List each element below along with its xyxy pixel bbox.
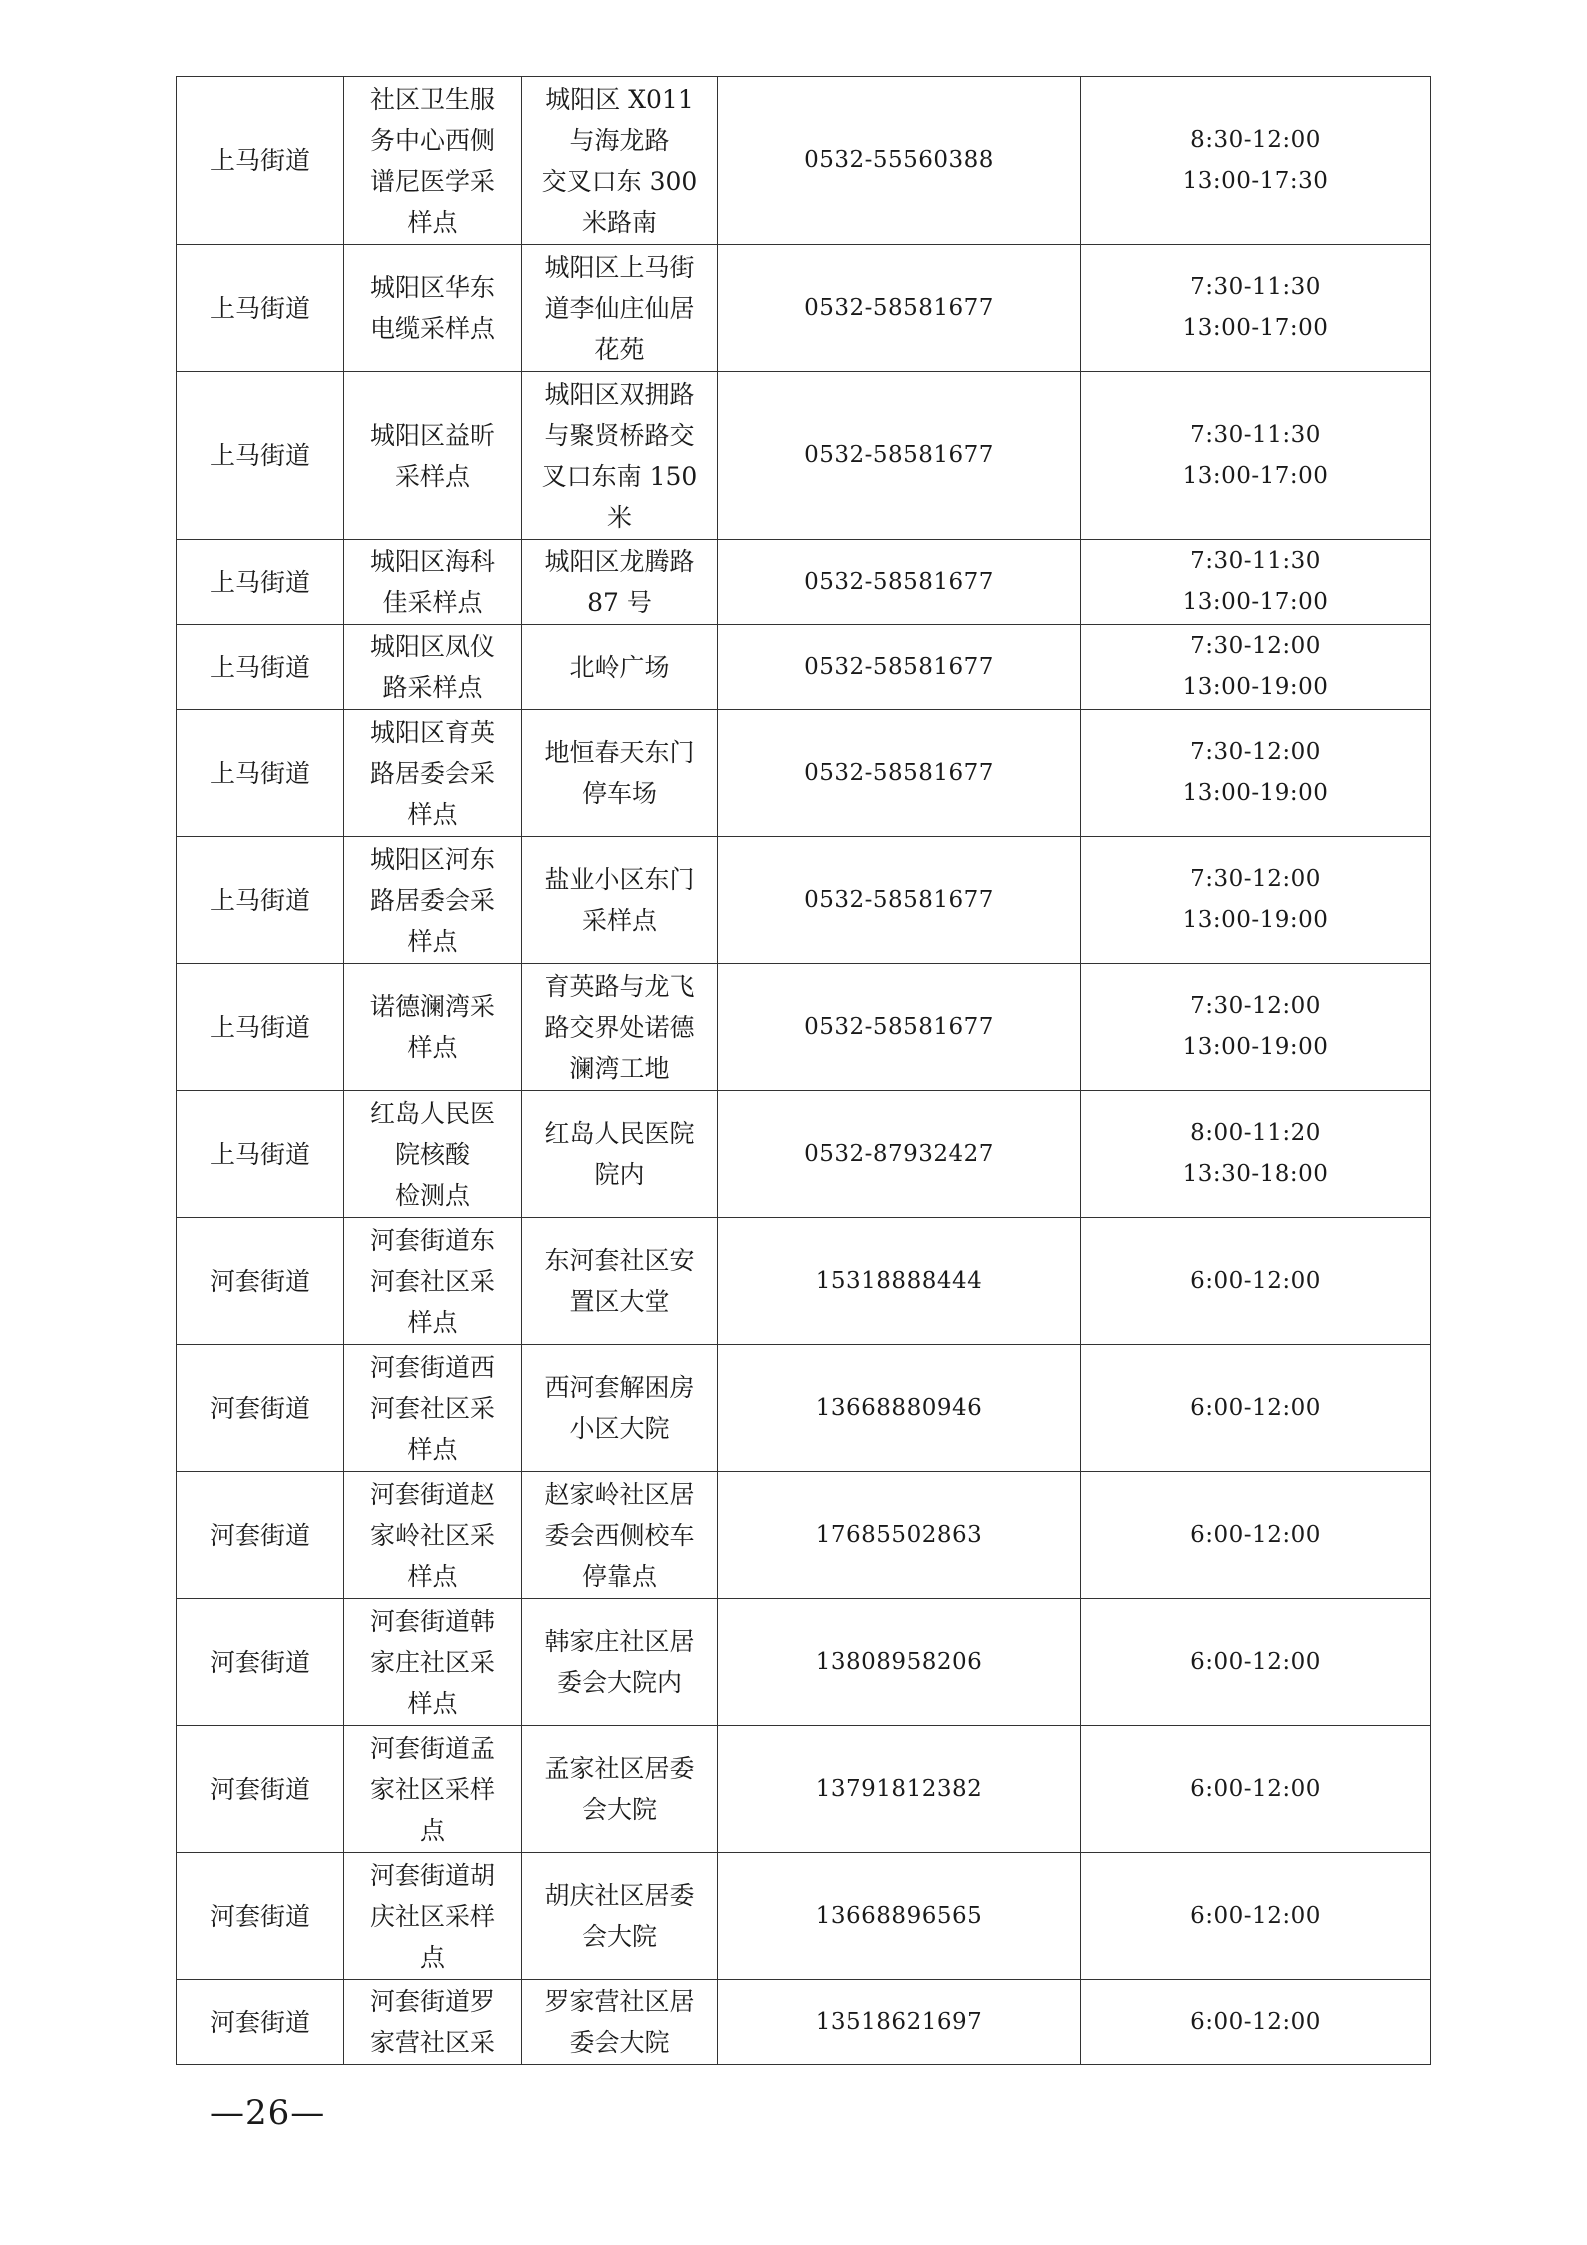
cell-line: 路采样点: [382, 673, 483, 702]
cell-line: 13:00-19:00: [1182, 780, 1329, 806]
phone-cell: 0532-58581677: [718, 372, 1081, 540]
cell-line: 样点: [407, 1561, 458, 1591]
cell-line: 采样点: [581, 906, 657, 935]
cell-line: 务中心西侧: [369, 125, 495, 155]
cell-line: 盐业小区东门: [544, 865, 695, 894]
cell-line: 河套社区采: [369, 1393, 495, 1423]
address-cell: [522, 1853, 718, 1980]
table-row: [177, 372, 1431, 540]
hours-cell: [1081, 1599, 1431, 1726]
phone-cell: 13668880946: [718, 1345, 1081, 1472]
cell-line: 13:30-18:00: [1182, 1161, 1329, 1187]
site-name-cell: [344, 1726, 522, 1853]
cell-line: 点: [419, 1942, 445, 1972]
cell-line: 置区大堂: [569, 1287, 670, 1316]
hours-cell: [1081, 1218, 1431, 1345]
cell-line: 庆社区采样: [369, 1901, 495, 1931]
cell-line: 路居委会采: [369, 758, 495, 788]
table-row: [177, 1599, 1431, 1726]
site-name-cell: [344, 1091, 522, 1218]
phone-cell: 0532-58581677: [718, 245, 1081, 372]
cell-line: 家岭社区采: [369, 1520, 495, 1550]
cell-line: 6:00-12:00: [1190, 2008, 1321, 2035]
cell-line: 样点: [407, 926, 458, 956]
cell-line: 北岭广场: [569, 652, 670, 682]
cell-line: 会大院: [581, 1922, 657, 1951]
hours-cell: [1081, 540, 1431, 625]
cell-line: 家营社区采: [369, 2028, 495, 2057]
table-row: [177, 964, 1431, 1091]
cell-line: 西河套解困房: [544, 1373, 695, 1402]
cell-line: 城阳区育英: [369, 717, 495, 747]
street-cell: 河套街道: [177, 1599, 344, 1726]
street-cell: 河套街道: [177, 1345, 344, 1472]
cell-line: 交叉口东 300: [541, 166, 698, 196]
street-cell: 河套街道: [177, 1218, 344, 1345]
cell-line: 叉口东南 150: [541, 461, 698, 491]
hours-cell: [1081, 964, 1431, 1091]
site-name-cell: [344, 245, 522, 372]
site-name-cell: [344, 710, 522, 837]
hours-cell: [1081, 1472, 1431, 1599]
phone-cell: 0532-58581677: [718, 964, 1081, 1091]
cell-line: 地恒春天东门: [544, 738, 695, 767]
cell-line: 城阳区河东: [369, 844, 495, 874]
cell-line: 胡庆社区居委: [544, 1881, 695, 1910]
street-cell: 上马街道: [177, 540, 344, 625]
street-cell: 上马街道: [177, 245, 344, 372]
cell-line: 河套街道东: [369, 1225, 495, 1255]
phone-cell: 13518621697: [718, 1980, 1081, 2065]
table-row: [177, 1218, 1431, 1345]
cell-line: 7:30-11:30: [1190, 421, 1321, 448]
cell-line: 社区卫生服: [369, 84, 495, 114]
cell-line: 点: [419, 1815, 445, 1845]
cell-line: 红岛人民医院: [544, 1119, 695, 1148]
cell-line: 花苑: [594, 334, 645, 364]
cell-line: 佳采样点: [382, 588, 483, 617]
cell-line: 电缆采样点: [369, 314, 495, 343]
cell-line: 与海龙路: [569, 125, 670, 155]
address-cell: [522, 625, 718, 710]
cell-line: 城阳区双拥路: [544, 379, 695, 409]
site-name-cell: [344, 1980, 522, 2065]
cell-line: 澜湾工地: [569, 1053, 670, 1083]
cell-line: 13:00-19:00: [1182, 907, 1329, 933]
address-cell: [522, 372, 718, 540]
cell-line: 河套街道韩: [369, 1606, 495, 1636]
street-cell: 河套街道: [177, 1980, 344, 2065]
phone-cell: 0532-58581677: [718, 837, 1081, 964]
cell-line: 7:30-11:30: [1190, 274, 1321, 300]
cell-line: 米: [606, 502, 632, 532]
cell-line: 罗家营社区居: [544, 1987, 695, 2016]
hours-cell: [1081, 710, 1431, 837]
cell-line: 13:00-17:30: [1182, 167, 1329, 194]
site-name-cell: [344, 540, 522, 625]
cell-line: 城阳区龙腾路: [544, 547, 695, 576]
table-row: [177, 710, 1431, 837]
street-cell: 上马街道: [177, 372, 344, 540]
street-cell: 上马街道: [177, 625, 344, 710]
cell-line: 13:00-19:00: [1182, 1034, 1329, 1060]
cell-line: 城阳区华东: [369, 273, 495, 302]
cell-line: 河套街道西: [369, 1352, 495, 1382]
cell-line: 停车场: [581, 779, 657, 808]
address-cell: [522, 1218, 718, 1345]
address-cell: [522, 1726, 718, 1853]
cell-line: 6:00-12:00: [1190, 1394, 1321, 1421]
table-row: [177, 837, 1431, 964]
site-name-cell: [344, 1599, 522, 1726]
table-row: [177, 540, 1431, 625]
street-cell: 河套街道: [177, 1853, 344, 1980]
cell-line: 7:30-11:30: [1190, 548, 1321, 574]
cell-line: 6:00-12:00: [1190, 1648, 1321, 1675]
table-row: [177, 1472, 1431, 1599]
cell-line: 城阳区上马街: [544, 252, 695, 282]
address-cell: [522, 1091, 718, 1218]
cell-line: 孟家社区居委: [544, 1754, 695, 1783]
table-row: [177, 625, 1431, 710]
cell-line: 样点: [407, 1307, 458, 1337]
cell-line: 城阳区益昕: [369, 420, 495, 450]
table-body: [177, 77, 1431, 2065]
cell-line: 停靠点: [581, 1561, 657, 1591]
cell-line: 小区大院: [569, 1414, 670, 1443]
cell-line: 院内: [594, 1160, 645, 1189]
sampling-sites-table: [176, 76, 1431, 2065]
cell-line: 7:30-12:00: [1190, 633, 1321, 659]
cell-line: 样点: [407, 1434, 458, 1464]
street-cell: 河套街道: [177, 1472, 344, 1599]
cell-line: 6:00-12:00: [1190, 1902, 1321, 1929]
cell-line: 13:00-17:00: [1182, 315, 1329, 341]
cell-line: 8:00-11:20: [1190, 1120, 1321, 1146]
table-row: [177, 245, 1431, 372]
cell-line: 6:00-12:00: [1190, 1775, 1321, 1802]
cell-line: 红岛人民医: [369, 1098, 495, 1128]
cell-line: 河套社区采: [369, 1266, 495, 1296]
address-cell: [522, 1472, 718, 1599]
cell-line: 道李仙庄仙居: [544, 293, 695, 323]
cell-line: 委会大院: [569, 2028, 670, 2057]
table-row: [177, 1980, 1431, 2065]
cell-line: 家社区采样: [369, 1774, 495, 1804]
hours-cell: [1081, 1853, 1431, 1980]
site-name-cell: [344, 372, 522, 540]
site-name-cell: [344, 1853, 522, 1980]
address-cell: [522, 964, 718, 1091]
cell-line: 东河套社区安: [544, 1246, 695, 1275]
site-name-cell: [344, 964, 522, 1091]
site-name-cell: [344, 625, 522, 710]
cell-line: 路居委会采: [369, 885, 495, 915]
phone-cell: 13791812382: [718, 1726, 1081, 1853]
cell-line: 13:00-19:00: [1182, 674, 1329, 700]
table-row: [177, 1726, 1431, 1853]
hours-cell: [1081, 837, 1431, 964]
street-cell: 上马街道: [177, 710, 344, 837]
cell-line: 谱尼医学采: [369, 166, 495, 196]
cell-line: 13:00-17:00: [1182, 589, 1329, 615]
street-cell: 上马街道: [177, 837, 344, 964]
cell-line: 诺德澜湾采: [369, 992, 495, 1021]
cell-line: 韩家庄社区居: [544, 1627, 695, 1656]
hours-cell: [1081, 77, 1431, 245]
hours-cell: [1081, 1345, 1431, 1472]
cell-line: 路交界处诺德: [544, 1012, 695, 1042]
cell-line: 7:30-12:00: [1190, 866, 1321, 892]
phone-cell: 17685502863: [718, 1472, 1081, 1599]
address-cell: [522, 710, 718, 837]
address-cell: [522, 1980, 718, 2065]
cell-line: 河套街道赵: [369, 1479, 495, 1509]
address-cell: [522, 245, 718, 372]
hours-cell: [1081, 372, 1431, 540]
address-cell: [522, 837, 718, 964]
cell-line: 7:30-12:00: [1190, 739, 1321, 765]
hours-cell: [1081, 1091, 1431, 1218]
phone-cell: 0532-58581677: [718, 710, 1081, 837]
table-row: [177, 1345, 1431, 1472]
cell-line: 13:00-17:00: [1182, 462, 1329, 489]
cell-line: 委会大院内: [556, 1668, 682, 1697]
address-cell: [522, 77, 718, 245]
cell-line: 6:00-12:00: [1190, 1521, 1321, 1548]
phone-cell: 0532-87932427: [718, 1091, 1081, 1218]
site-name-cell: [344, 77, 522, 245]
cell-line: 河套街道胡: [369, 1860, 495, 1890]
site-name-cell: [344, 1218, 522, 1345]
site-name-cell: [344, 837, 522, 964]
cell-line: 育英路与龙飞: [544, 971, 695, 1001]
phone-cell: 13808958206: [718, 1599, 1081, 1726]
cell-line: 检测点: [394, 1180, 470, 1210]
hours-cell: [1081, 625, 1431, 710]
table-row: [177, 77, 1431, 245]
cell-line: 城阳区凤仪: [369, 632, 495, 661]
hours-cell: [1081, 1726, 1431, 1853]
hours-cell: [1081, 1980, 1431, 2065]
address-cell: [522, 1599, 718, 1726]
cell-line: 与聚贤桥路交: [544, 420, 695, 450]
cell-line: 委会西侧校车: [544, 1520, 695, 1550]
page-number: —26—: [210, 2093, 326, 2133]
cell-line: 院核酸: [394, 1139, 470, 1169]
address-cell: [522, 1345, 718, 1472]
street-cell: 河套街道: [177, 1726, 344, 1853]
address-cell: [522, 540, 718, 625]
hours-cell: [1081, 245, 1431, 372]
phone-cell: 0532-55560388: [718, 77, 1081, 245]
site-name-cell: [344, 1472, 522, 1599]
cell-line: 河套街道罗: [369, 1987, 495, 2016]
phone-cell: 0532-58581677: [718, 540, 1081, 625]
cell-line: 样点: [407, 799, 458, 829]
table-row: [177, 1853, 1431, 1980]
cell-line: 7:30-12:00: [1190, 993, 1321, 1019]
cell-line: 采样点: [394, 461, 470, 491]
cell-line: 城阳区 X011: [545, 84, 694, 114]
cell-line: 米路南: [581, 207, 657, 237]
street-cell: 上马街道: [177, 77, 344, 245]
phone-cell: 0532-58581677: [718, 625, 1081, 710]
cell-line: 6:00-12:00: [1190, 1267, 1321, 1294]
phone-cell: 13668896565: [718, 1853, 1081, 1980]
table-row: [177, 1091, 1431, 1218]
phone-cell: 15318888444: [718, 1218, 1081, 1345]
cell-line: 样点: [407, 1033, 458, 1062]
cell-line: 会大院: [581, 1795, 657, 1824]
cell-line: 家庄社区采: [369, 1647, 495, 1677]
cell-line: 样点: [407, 1688, 458, 1718]
site-name-cell: [344, 1345, 522, 1472]
cell-line: 河套街道孟: [369, 1733, 495, 1763]
street-cell: 上马街道: [177, 964, 344, 1091]
cell-line: 87 号: [587, 588, 652, 617]
cell-line: 赵家岭社区居: [544, 1479, 695, 1509]
cell-line: 样点: [407, 207, 458, 237]
street-cell: 上马街道: [177, 1091, 344, 1218]
cell-line: 8:30-12:00: [1190, 126, 1321, 153]
cell-line: 城阳区海科: [369, 547, 495, 576]
